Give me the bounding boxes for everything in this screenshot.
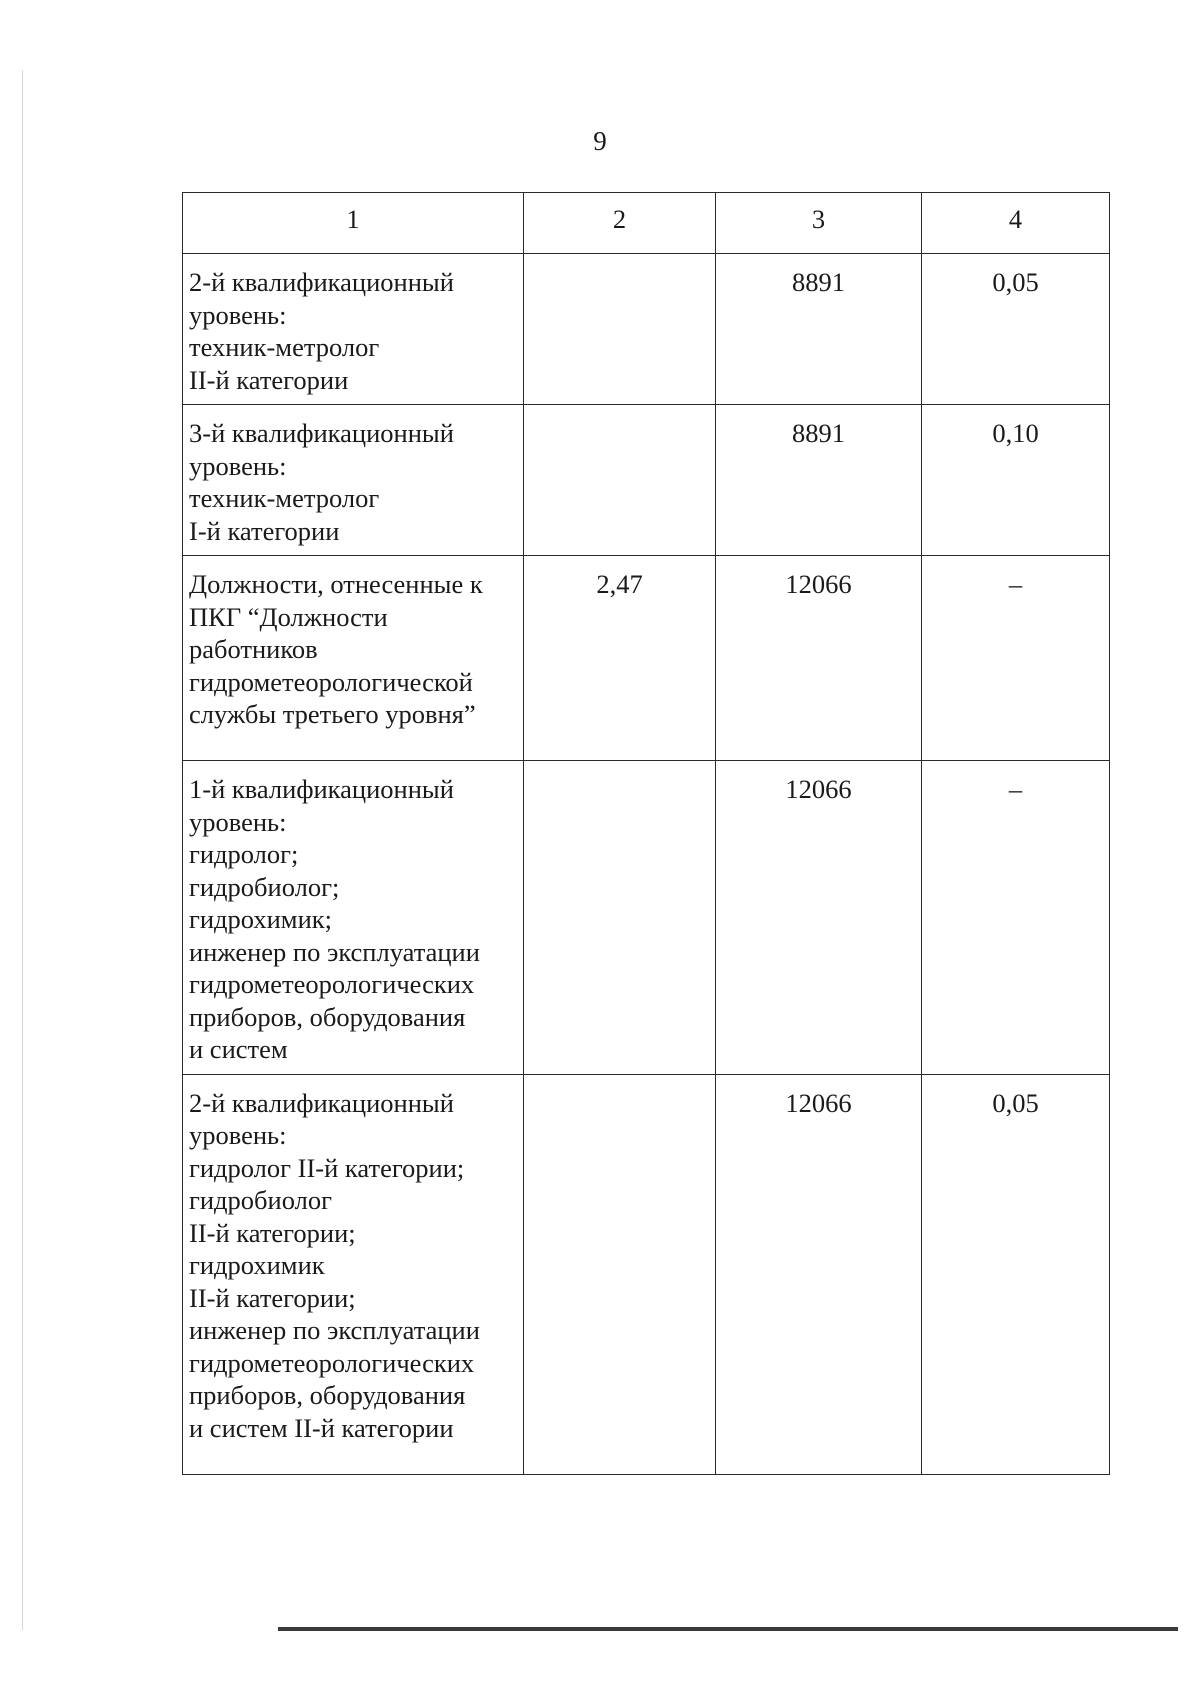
- salary-table: [182, 192, 1110, 1475]
- increase-cell: 0,10: [922, 405, 1110, 556]
- salary-cell: 8891: [716, 405, 922, 556]
- position-cell: [183, 1074, 524, 1474]
- coefficient-cell: [524, 761, 716, 1075]
- header-cell-4: 4: [922, 193, 1110, 254]
- header-cell-1: 1: [183, 193, 524, 254]
- position-text: Должности, отнесенные к ПКГ “Должности работников гидрометеорологической службы третьего уровня”: [189, 569, 483, 729]
- position-cell: [183, 254, 524, 405]
- salary-cell: 12066: [716, 761, 922, 1075]
- coefficient-cell: 2,47: [524, 556, 716, 761]
- table-row: [183, 761, 1110, 1075]
- coefficient-cell: [524, 405, 716, 556]
- coefficient-cell: [524, 1074, 716, 1474]
- position-cell: [183, 556, 524, 761]
- salary-cell: 8891: [716, 254, 922, 405]
- header-cell-3: 3: [716, 193, 922, 254]
- salary-cell: 12066: [716, 1074, 922, 1474]
- position-cell: [183, 405, 524, 556]
- position-text: 2-й квалификационный уровень: техник-метролог II-й категории: [189, 267, 454, 395]
- scan-bottom-rule: [278, 1627, 1178, 1631]
- position-text: 1-й квалификационный уровень: гидролог; гидробиолог; гидрохимик; инженер по эксплуатации гидрометеорологических приборов, оборудования и систем: [189, 774, 480, 1064]
- increase-cell: –: [922, 556, 1110, 761]
- coefficient-cell: [524, 254, 716, 405]
- scan-margin-line: [22, 70, 23, 1630]
- table-row: [183, 556, 1110, 761]
- table-row: [183, 254, 1110, 405]
- increase-cell: 0,05: [922, 1074, 1110, 1474]
- position-text: 3-й квалификационный уровень: техник-метролог I-й категории: [189, 418, 454, 546]
- page-number: 9: [593, 126, 607, 156]
- table-header-row: [183, 193, 1110, 254]
- position-text: 2-й квалификационный уровень: гидролог II-й категории; гидробиолог II-й категории; гидрохимик II-й категории; инженер по эксплуатации гидрометеорологических приборов, оборудования и систем II-й категории: [189, 1087, 480, 1443]
- increase-cell: 0,05: [922, 254, 1110, 405]
- salary-cell: 12066: [716, 556, 922, 761]
- table-row: [183, 405, 1110, 556]
- header-cell-2: 2: [524, 193, 716, 254]
- increase-cell: –: [922, 761, 1110, 1075]
- table-row: [183, 1074, 1110, 1474]
- position-cell: [183, 761, 524, 1075]
